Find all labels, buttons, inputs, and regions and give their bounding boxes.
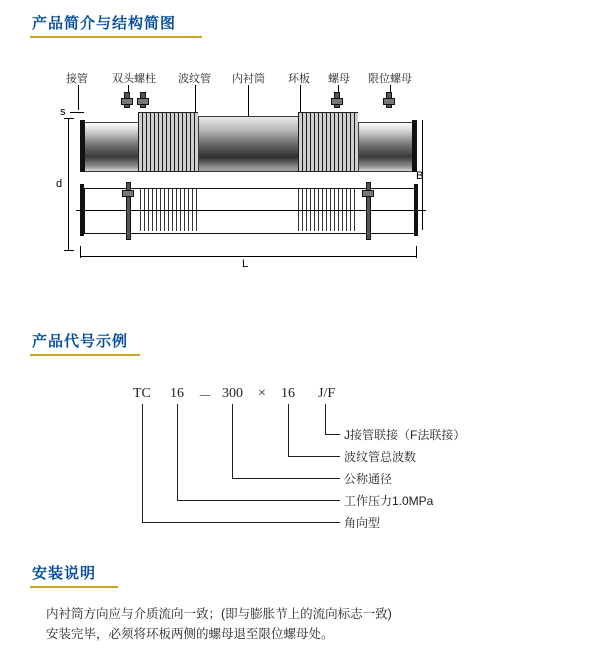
- codeline-v-3: [177, 404, 178, 500]
- nut-left-2: [137, 98, 149, 105]
- section-underline-code: [30, 354, 140, 356]
- codeline-h-2: [232, 478, 340, 479]
- code-desc-3: 工作压力1.0MPa: [344, 494, 434, 508]
- code-token-1: 16: [170, 386, 184, 401]
- codeline-h-1: [288, 456, 340, 457]
- dim-d: d: [56, 178, 63, 190]
- callout-label-5: 螺母: [328, 73, 350, 85]
- section-underline-install: [30, 586, 118, 588]
- callout-label-4: 环板: [288, 73, 310, 85]
- callout-label-2: 波纹管: [178, 73, 211, 85]
- code-desc-4: 角向型: [344, 516, 381, 530]
- section-title-install: 安装说明: [32, 565, 97, 582]
- codeline-h-3: [177, 500, 340, 501]
- section-title-intro: 产品简介与结构简图: [32, 15, 177, 32]
- bellows-left: [138, 112, 198, 172]
- nut-left: [121, 98, 133, 105]
- codeline-h-4: [142, 522, 340, 523]
- leader-0: [78, 85, 79, 110]
- nut-right: [331, 98, 343, 105]
- ring-plate-left: [80, 120, 85, 172]
- dim-L: L: [242, 258, 249, 270]
- code-token-6: J/F: [318, 386, 336, 401]
- install-note-2: 安装完毕，必须将环板两侧的螺母退至限位螺母处。: [46, 627, 334, 641]
- dim-s-line: [70, 112, 84, 113]
- code-desc-2: 公称通径: [344, 472, 393, 486]
- dim-B: B: [416, 170, 424, 182]
- callout-label-3: 内衬筒: [232, 73, 265, 85]
- codeline-v-4: [142, 404, 143, 522]
- code-token-4: ×: [258, 386, 266, 401]
- dim-s: s: [60, 106, 66, 118]
- structure-diagram: [56, 70, 530, 285]
- codeline-v-1: [288, 404, 289, 456]
- dim-L-line: [80, 256, 417, 257]
- limit-nut-right: [383, 98, 395, 105]
- code-token-5: 16: [281, 386, 295, 401]
- callout-label-0: 接管: [66, 73, 88, 85]
- product-code-example: [0, 370, 600, 530]
- code-desc-0: J接管联接（F法联接）: [344, 428, 466, 442]
- lower-nut-left: [122, 190, 134, 197]
- code-token-3: 300: [222, 386, 243, 401]
- section-title-code: 产品代号示例: [32, 333, 129, 350]
- bellows-right: [298, 112, 358, 172]
- callout-label-1: 双头螺柱: [112, 73, 156, 85]
- dim-d-line: [68, 118, 69, 250]
- lower-plate-right: [414, 184, 418, 236]
- pipe-right: [358, 122, 414, 172]
- liner-tube: [198, 116, 300, 172]
- ring-plate-right: [412, 120, 417, 172]
- code-token-0: TC: [133, 386, 151, 401]
- codeline-v-2: [232, 404, 233, 478]
- lower-plate-left: [80, 184, 84, 236]
- install-note-1: 内衬筒方向应与介质流向一致；(即与膨胀节上的流向标志一致): [46, 607, 392, 621]
- pipe-left: [84, 122, 140, 172]
- code-desc-1: 波纹管总波数: [344, 450, 417, 464]
- dim-d-tick-bottom: [64, 250, 74, 251]
- callout-label-6: 限位螺母: [368, 73, 412, 85]
- section-underline-intro: [30, 36, 202, 38]
- code-token-2: －: [198, 390, 212, 405]
- codeline-h-0: [325, 434, 340, 435]
- dim-d-tick-top: [64, 118, 74, 119]
- codeline-v-0: [325, 404, 326, 434]
- lower-nut-right: [362, 190, 374, 197]
